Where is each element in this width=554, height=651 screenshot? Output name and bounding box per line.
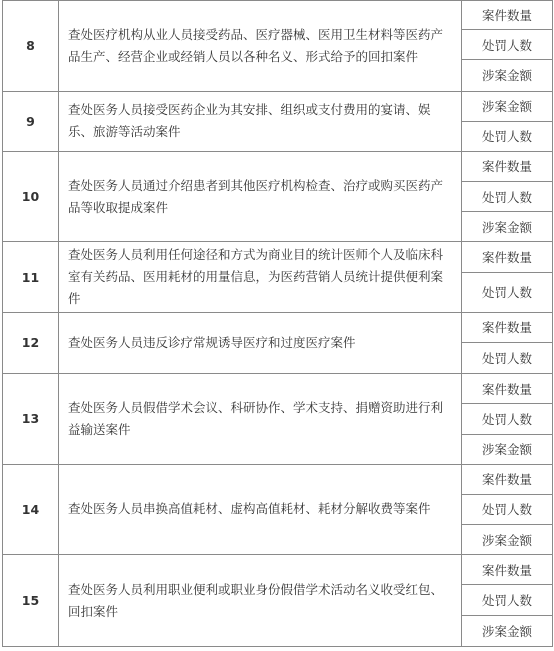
row-description: 查处医务人员利用任何途径和方式为商业目的统计医师个人及临床科室有关药品、医用耗材的用量信息，为医药营销人员统计提供便利案件 [59,242,462,312]
metric-label: 处罚人数 [462,585,553,615]
row-description: 查处医务人员违反诊疗常规诱导医疗和过度医疗案件 [59,312,462,373]
metric-label: 案件数量 [462,151,553,181]
metric-label: 案件数量 [462,464,553,494]
metric-label: 处罚人数 [462,272,553,312]
metric-label: 涉案金额 [462,60,553,91]
metric-label: 案件数量 [462,555,553,585]
row-description: 查处医务人员接受医药企业为其安排、组织或支付费用的宴请、娱乐、旅游等活动案件 [59,91,462,151]
row-number: 13 [3,374,59,465]
table-row [3,151,553,181]
table-row [3,91,553,121]
metric-label: 处罚人数 [462,494,553,524]
table-row [3,312,553,342]
metric-label: 案件数量 [462,312,553,342]
row-number: 10 [3,151,59,242]
table-row [3,555,553,585]
row-number: 14 [3,464,59,555]
row-description: 查处医务人员利用职业便利或职业身份假借学术活动名义收受红包、回扣案件 [59,555,462,647]
table-row [3,464,553,494]
metric-label: 涉案金额 [462,212,553,242]
metric-label: 案件数量 [462,1,553,30]
table-row [3,374,553,404]
metric-label: 处罚人数 [462,121,553,151]
row-description: 查处医务人员通过介绍患者到其他医疗机构检查、治疗或购买医药产品等收取提成案件 [59,151,462,242]
row-number: 8 [3,1,59,92]
metric-label: 处罚人数 [462,404,553,434]
row-number: 15 [3,555,59,647]
row-number: 9 [3,91,59,151]
metric-label: 处罚人数 [462,342,553,373]
row-number: 11 [3,242,59,312]
row-description: 查处医务人员假借学术会议、科研协作、学术支持、捐赠资助进行利益输送案件 [59,374,462,465]
case-statistics-table [2,0,553,647]
table-body [3,1,553,647]
table-row [3,1,553,30]
table-row [3,242,553,272]
metric-label: 案件数量 [462,374,553,404]
row-number: 12 [3,312,59,373]
metric-label: 涉案金额 [462,615,553,646]
metric-label: 处罚人数 [462,30,553,60]
metric-label: 涉案金额 [462,91,553,121]
metric-label: 涉案金额 [462,434,553,464]
row-description: 查处医疗机构从业人员接受药品、医疗器械、医用卫生材料等医药产品生产、经营企业或经销人员以各种名义、形式给予的回扣案件 [59,1,462,92]
row-description: 查处医务人员串换高值耗材、虚构高值耗材、耗材分解收费等案件 [59,464,462,555]
metric-label: 处罚人数 [462,182,553,212]
metric-label: 涉案金额 [462,525,553,555]
metric-label: 案件数量 [462,242,553,272]
